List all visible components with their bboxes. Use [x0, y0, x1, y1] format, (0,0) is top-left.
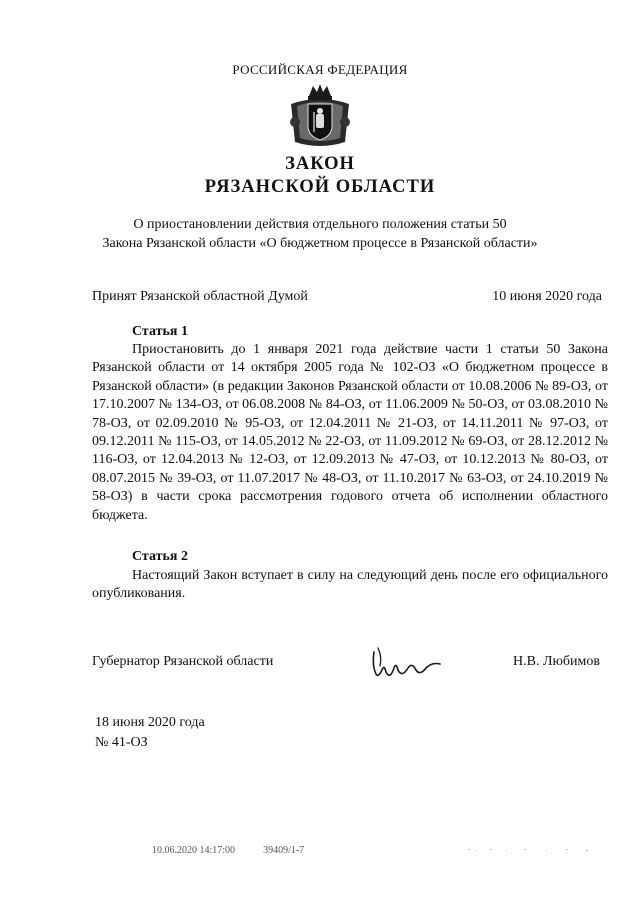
footer-code: 39409/1-7: [263, 845, 305, 856]
article-2-heading: Статья 2: [132, 549, 188, 564]
article-2-text: Настоящий Закон вступает в силу на следующий день после его официального опубликования.: [92, 568, 608, 602]
footer: [152, 845, 304, 856]
handwritten-signature-icon: [368, 644, 444, 684]
subject-line2: Закона Рязанской области «О бюджетном процессе в Рязанской области»: [102, 236, 538, 251]
subject-line1: О приостановлении действия отдельного положения статьи 50: [133, 217, 507, 232]
law-title-line1: ЗАКОН: [285, 154, 355, 174]
enactment-date: 18 июня 2020 года: [95, 715, 205, 730]
adopted-by: Принят Рязанской областной Думой: [92, 289, 308, 304]
adoption-date: 10 июня 2020 года: [492, 289, 602, 304]
article-1-heading: Статья 1: [132, 324, 188, 339]
law-title: [0, 153, 640, 199]
footer-timestamp: 10.06.2020 14:17:00: [152, 845, 236, 856]
scan-marks: [466, 846, 596, 854]
adoption-row: [92, 289, 602, 305]
law-number: № 41-ОЗ: [95, 735, 148, 750]
law-subject: [0, 215, 640, 253]
ryazan-coat-of-arms-icon: [287, 82, 353, 150]
article-1-text: Приостановить до 1 января 2021 года действие части 1 статьи 50 Закона Рязанской области от 14 октября 2005 года № 102-ОЗ «О бюджетном процессе в Рязанской области» (в редакции Законов Рязанской области от 10.08.2006 № 89-ОЗ, от 17.10.2007 № 134-ОЗ, от 06.08.2008 № 84-ОЗ, от 11.06.2009 № 50-ОЗ, от 03.08.2010 № 78-ОЗ, от 02.09.2010 № 95-ОЗ, от 12.04.2011 № 21-ОЗ, от 14.11.2011 № 97-ОЗ, от 09.12.2011 № 115-ОЗ, от 14.05.2012 № 22-ОЗ, от 11.09.2012 № 69-ОЗ, от 28.12.2012 № 116-ОЗ, от 12.04.2013 № 12-ОЗ, от 12.09.2013 № 47-ОЗ, от 10.12.2013 № 80-ОЗ, от 08.07.2015 № 39-ОЗ, от 11.07.2017 № 48-ОЗ, от 11.10.2017 № 63-ОЗ, от 24.10.2019 № 58-ОЗ) в части срока рассмотрения годового отчета об исполнении областного бюджета.: [92, 342, 608, 523]
signatory-position: Губернатор Рязанской области: [92, 654, 274, 669]
law-title-line2: РЯЗАНСКОЙ ОБЛАСТИ: [204, 177, 436, 197]
federation-heading: РОССИЙСКАЯ ФЕДЕРАЦИЯ: [232, 62, 408, 77]
enactment-block: [95, 713, 205, 753]
signatory-name: Н.В. Любимов: [513, 654, 600, 669]
signature-row: [92, 654, 600, 670]
